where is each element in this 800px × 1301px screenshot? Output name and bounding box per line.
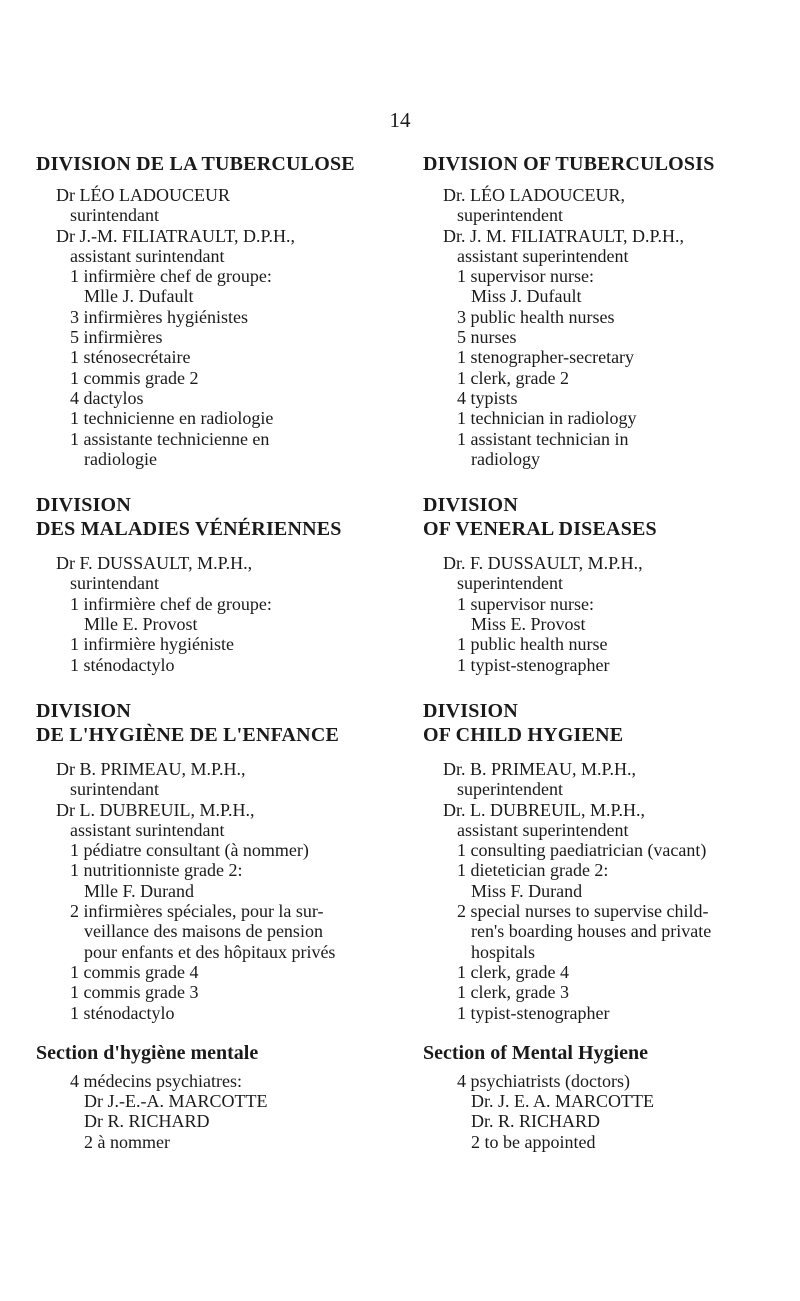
list-item: 1 technician in radiology xyxy=(457,408,637,429)
en-child-section xyxy=(423,699,773,1023)
list-item: assistant superintendent xyxy=(457,245,629,266)
list-item: 1 typist-stenographer xyxy=(457,1002,610,1023)
list-item: 1 public health nurse xyxy=(457,634,608,655)
list-item: Dr. J. E. A. MARCOTTE xyxy=(471,1091,655,1112)
list-item: 1 commis grade 2 xyxy=(70,367,199,388)
list-item: Dr LÉO LADOUCEUR xyxy=(56,185,230,205)
list-item: 2 infirmières spéciales, pour la sur- xyxy=(70,901,324,922)
list-item: assistant surintendant xyxy=(70,819,225,840)
list-item: ren's boarding houses and private xyxy=(471,921,712,942)
fr-venereal-section xyxy=(36,493,386,675)
list-item: Dr. F. DUSSAULT, M.P.H., xyxy=(443,553,643,574)
en-tuberculosis-section xyxy=(423,152,773,469)
list-item: 1 infirmière chef de groupe: xyxy=(70,266,272,287)
list-item: 1 supervisor nurse: xyxy=(457,266,594,287)
en-child-list xyxy=(423,759,773,1023)
list-item: Mlle E. Provost xyxy=(84,614,198,635)
list-item: 1 clerk, grade 2 xyxy=(457,367,569,388)
list-item: Dr. LÉO LADOUCEUR, xyxy=(443,185,625,205)
en-mental-list xyxy=(423,1071,773,1152)
en-mental-title: Section of Mental Hygiene xyxy=(423,1041,648,1064)
fr-venereal-title-line2: DES MALADIES VÉNÉRIENNES xyxy=(36,518,342,541)
fr-tuberculosis-list xyxy=(36,185,386,469)
list-item: 4 psychiatrists (doctors) xyxy=(457,1070,630,1091)
list-item: superintendent xyxy=(457,205,563,226)
list-item: Dr. J. M. FILIATRAULT, D.P.H., xyxy=(443,225,685,246)
list-item: assistant superintendent xyxy=(457,819,629,840)
list-item: surintendant xyxy=(70,779,159,800)
en-venereal-title-line2: OF VENERAL DISEASES xyxy=(423,518,657,541)
list-item: 1 assistant technician in xyxy=(457,428,629,449)
list-item: Mlle F. Durand xyxy=(84,880,195,901)
list-item: pour enfants et des hôpitaux privés xyxy=(84,941,336,962)
list-item: 1 typist-stenographer xyxy=(457,654,610,675)
list-item: 1 consulting paediatrician (vacant) xyxy=(457,840,707,861)
page-number: 14 xyxy=(389,108,411,132)
list-item: assistant surintendant xyxy=(70,245,225,266)
list-item: 1 dietetician grade 2: xyxy=(457,860,609,881)
list-item: superintendent xyxy=(457,779,563,800)
list-item: 4 typists xyxy=(457,387,518,408)
list-item: surintendant xyxy=(70,573,159,594)
list-item: Dr F. DUSSAULT, M.P.H., xyxy=(56,553,253,574)
french-column xyxy=(36,152,386,1152)
list-item: hospitals xyxy=(471,941,536,962)
list-item: 1 infirmière chef de groupe: xyxy=(70,593,272,614)
list-item: Miss J. Dufault xyxy=(471,286,582,307)
fr-venereal-list xyxy=(36,553,386,675)
list-item: 1 sténodactylo xyxy=(70,1002,175,1023)
fr-tuberculosis-section xyxy=(36,152,386,469)
fr-child-section xyxy=(36,699,386,1023)
list-item: 4 dactylos xyxy=(70,387,144,408)
list-item: 1 commis grade 4 xyxy=(70,961,199,982)
list-item: Dr J.-M. FILIATRAULT, D.P.H., xyxy=(56,225,296,246)
list-item: Miss E. Provost xyxy=(471,614,586,635)
fr-mental-section xyxy=(36,1041,386,1152)
list-item: 1 pédiatre consultant (à nommer) xyxy=(70,840,309,861)
list-item: radiology xyxy=(471,448,540,469)
list-item: 1 infirmière hygiéniste xyxy=(70,634,234,655)
list-item: 5 nurses xyxy=(457,327,517,348)
en-tuberculosis-list xyxy=(423,185,773,469)
list-item: 4 médecins psychiatres: xyxy=(70,1070,242,1091)
en-child-title-line1: DIVISION xyxy=(423,699,518,722)
en-venereal-section xyxy=(423,493,773,675)
list-item: 2 to be appointed xyxy=(471,1131,596,1152)
en-venereal-list xyxy=(423,553,773,675)
list-item: Dr J.-E.-A. MARCOTTE xyxy=(84,1091,268,1112)
list-item: 1 clerk, grade 3 xyxy=(457,982,569,1003)
en-tuberculosis-title: DIVISION OF TUBERCULOSIS xyxy=(423,153,715,175)
list-item: Dr B. PRIMEAU, M.P.H., xyxy=(56,758,246,779)
list-item: 2 à nommer xyxy=(84,1131,170,1152)
list-item: 1 stenographer-secretary xyxy=(457,347,635,368)
list-item: surintendant xyxy=(70,205,159,226)
list-item: radiologie xyxy=(84,448,157,469)
list-item: 1 sténodactylo xyxy=(70,654,175,675)
list-item: 5 infirmières xyxy=(70,327,163,348)
list-item: 1 assistante technicienne en xyxy=(70,428,270,449)
list-item: Dr R. RICHARD xyxy=(84,1111,210,1132)
fr-venereal-title-line1: DIVISION xyxy=(36,494,131,517)
list-item: 3 public health nurses xyxy=(457,306,615,327)
fr-child-list xyxy=(36,759,386,1023)
list-item: 1 commis grade 3 xyxy=(70,982,199,1003)
english-column xyxy=(423,152,773,1152)
list-item: Dr. B. PRIMEAU, M.P.H., xyxy=(443,758,637,779)
list-item: 1 supervisor nurse: xyxy=(457,593,594,614)
fr-mental-list xyxy=(36,1071,386,1152)
list-item: superintendent xyxy=(457,573,563,594)
list-item: veillance des maisons de pension xyxy=(84,921,323,942)
fr-child-title-line2: DE L'HYGIÈNE DE L'ENFANCE xyxy=(36,723,340,746)
list-item: Dr. R. RICHARD xyxy=(471,1111,601,1132)
list-item: Dr L. DUBREUIL, M.P.H., xyxy=(56,799,255,820)
en-child-title-line2: OF CHILD HYGIENE xyxy=(423,723,624,746)
list-item: 1 clerk, grade 4 xyxy=(457,961,569,982)
list-item: 1 nutritionniste grade 2: xyxy=(70,860,243,881)
list-item: 1 sténosecrétaire xyxy=(70,347,191,368)
list-item: Miss F. Durand xyxy=(471,880,583,901)
en-mental-section xyxy=(423,1041,773,1152)
list-item: 2 special nurses to supervise child- xyxy=(457,901,709,922)
list-item: 3 infirmières hygiénistes xyxy=(70,306,248,327)
fr-mental-title: Section d'hygiène mentale xyxy=(36,1041,259,1064)
en-venereal-title-line1: DIVISION xyxy=(423,494,518,517)
fr-tuberculosis-title: DIVISION DE LA TUBERCULOSE xyxy=(36,153,355,175)
list-item: Mlle J. Dufault xyxy=(84,286,194,307)
list-item: 1 technicienne en radiologie xyxy=(70,408,274,429)
fr-child-title-line1: DIVISION xyxy=(36,699,131,722)
list-item: Dr. L. DUBREUIL, M.P.H., xyxy=(443,799,646,820)
